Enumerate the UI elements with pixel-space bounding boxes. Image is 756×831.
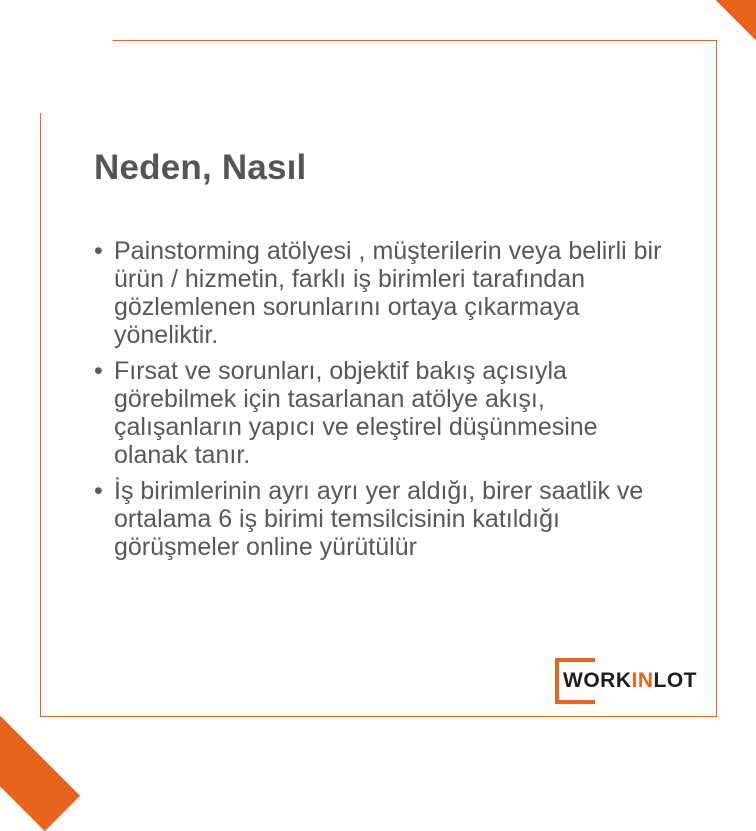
bullet-marker: •: [94, 477, 103, 505]
logo-part-lot: LOT: [653, 669, 697, 692]
bullet-text: Fırsat ve sorunları, objektif bakış açısıyla görebilmek için tasarlanan atölye akışı, çalışanların yapıcı ve eleştirel düşünmesine olanak tanır.: [114, 357, 598, 469]
bullet-marker: •: [94, 357, 103, 385]
frame-border-right: [716, 40, 717, 717]
frame-border-bottom: [40, 716, 717, 717]
workinlot-logo: [555, 658, 707, 704]
bullet-list: [90, 237, 675, 569]
logo-part-in: IN: [631, 669, 654, 692]
page-title: Neden, Nasıl: [94, 148, 307, 187]
bullet-text: Painstorming atölyesi , müşterilerin veya belirli bir ürün / hizmetin, farklı iş birimleri tarafından gözlemlenen sorunlarını ortaya çıkarmaya yöneliktir.: [114, 237, 662, 349]
corner-accent-top-right: [676, 0, 756, 45]
frame-border-top: [113, 40, 717, 41]
bullet-marker: •: [94, 237, 103, 265]
corner-accent-bottom-left: [0, 711, 80, 831]
bullet-item: [90, 477, 675, 561]
bullet-item: [90, 237, 675, 349]
logo-part-work: WORK: [563, 669, 632, 692]
logo-wordmark: [563, 669, 697, 693]
bullet-item: [90, 357, 675, 469]
frame-border-left: [40, 113, 41, 717]
bullet-text: İş birimlerinin ayrı ayrı yer aldığı, birer saatlik ve ortalama 6 iş birimi temsilcisinin katıldığı görüşmeler online yürütülür: [114, 477, 644, 561]
